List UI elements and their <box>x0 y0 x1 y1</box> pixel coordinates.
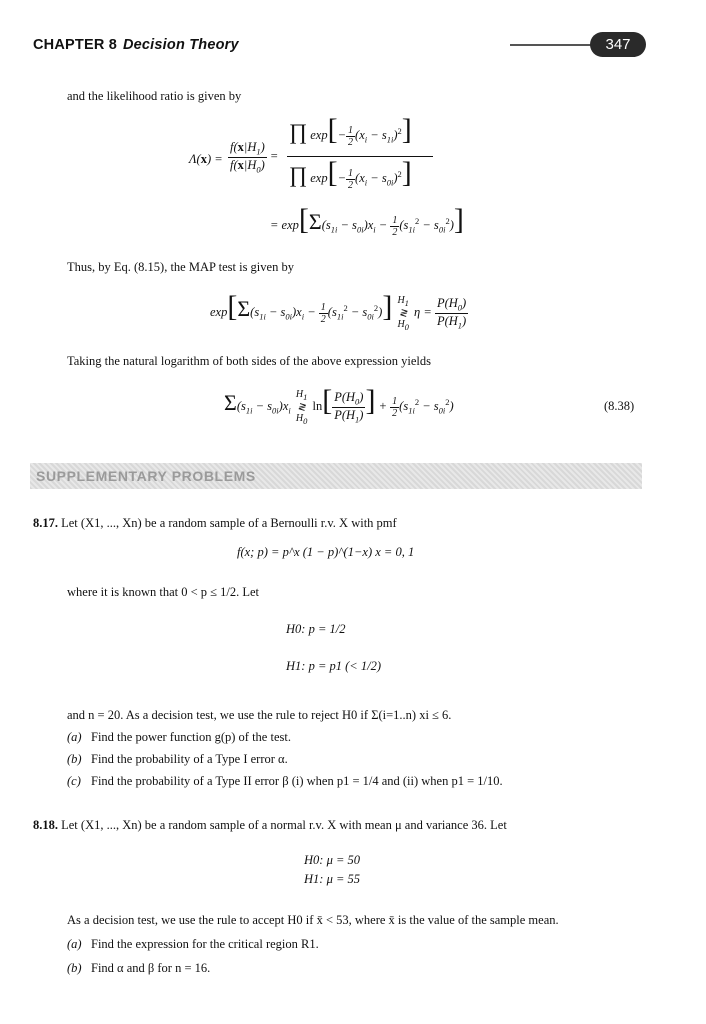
equation-number: (8.38) <box>604 399 635 413</box>
hypothesis-h1: H1: p = p1 (< 1/2) <box>286 659 381 673</box>
part-label: (b) <box>67 961 82 975</box>
part-text: Find the probability of a Type I error α. <box>91 752 288 766</box>
decision-rule: As a decision test, we use the rule to accept H0 if x̄ < 53, where x̄ is the value of the sample mean. <box>67 913 559 927</box>
map-intro: Thus, by Eq. (8.15), the MAP test is given by <box>67 260 294 274</box>
part-text: Find the probability of a Type II error β (i) when p1 = 1/4 and (ii) when p1 = 1/10. <box>91 774 503 788</box>
part-text: Find the expression for the critical region R1. <box>91 937 319 951</box>
part-a <box>67 937 319 952</box>
part-label: (c) <box>67 774 81 788</box>
part-c <box>67 774 503 789</box>
p-constraint: where it is known that 0 < p ≤ 1/2. Let <box>67 585 260 599</box>
lambda-lhs: Λ(x) = <box>189 152 223 166</box>
part-text: Find the power function g(p) of the test. <box>91 730 291 744</box>
part-a <box>67 730 291 745</box>
hypothesis-h0: H0: p = 1/2 <box>286 622 346 636</box>
chapter-label: CHAPTER 8 <box>33 37 117 53</box>
product-denominator: ∏ exp[− $\frac{1}{2}$ $(x_i - s_{0i})^2$] <box>289 156 412 191</box>
likelihood-intro: and the likelihood ratio is given by <box>67 89 242 103</box>
product-numerator: ∏ exp[− $\frac{1}{2}$ $(x_i - s_{1i})^2$] <box>289 113 412 148</box>
problem-number: 8.17. <box>33 516 58 530</box>
hypothesis-h1: H1: μ = 55 <box>304 872 361 886</box>
problem-number: 8.18. <box>33 818 58 832</box>
hypothesis-h0: H0: μ = 50 <box>304 853 361 867</box>
problem-text: Let (X1, ..., Xn) be a random sample of a Bernoulli r.v. X with pmf <box>61 516 397 530</box>
part-text: Find α and β for n = 16. <box>91 961 211 975</box>
decision-rule: and n = 20. As a decision test, we use the rule to reject H0 if Σ(i=1..n) xi ≤ 6. <box>67 708 452 722</box>
lambda-exp-form: = $\exp[\Sigma(s_{1i} - s_{0i})x_i$ − $\frac{1}{2}$ $(s_{1i}^2 - s_{0i}^2)$] <box>270 203 464 238</box>
part-b <box>67 961 210 976</box>
chapter-title: Decision Theory <box>122 37 239 53</box>
part-label: (a) <box>67 730 82 744</box>
log-test-equation: $\Sigma(s_{1i} - s_{0i})x_i$ $H_1$ ≷ $H_0$ ln[ $\frac{P(H_0)}{P(H_1)}$ ] + $\frac{1}{2}$ $(s_{1i}^2 - s_{0i}^2)$ <box>224 384 454 426</box>
bernoulli-pmf: f(x; p) = p^x (1 − p)^(1−x) x = 0, 1 <box>237 545 415 559</box>
part-label: (b) <box>67 752 82 766</box>
problem-8-17-intro <box>33 516 397 531</box>
problem-8-18-intro <box>33 818 507 833</box>
supplementary-title: SUPPLEMENTARY PROBLEMS <box>36 468 256 484</box>
log-intro: Taking the natural logarithm of both sides of the above expression yields <box>67 354 431 368</box>
likelihood-fraction: $\frac{f(x|H_1)}{f(x|H_0)}$ = <box>230 140 279 174</box>
page-number: 347 <box>590 32 646 57</box>
map-test-equation: $\exp[\Sigma(s_{1i} - s_{0i})x_i$ − $\frac{1}{2}$ $(s_{1i}^2 - s_{0i}^2)$] $H_1$ ≷ $H_0$ η = $\frac{P(H_0)}{P(H_1)}$ <box>210 290 467 332</box>
part-b <box>67 752 288 767</box>
problem-text: Let (X1, ..., Xn) be a random sample of a normal r.v. X with mean μ and variance 36. Let <box>61 818 507 832</box>
running-head <box>33 37 239 53</box>
part-label: (a) <box>67 937 82 951</box>
